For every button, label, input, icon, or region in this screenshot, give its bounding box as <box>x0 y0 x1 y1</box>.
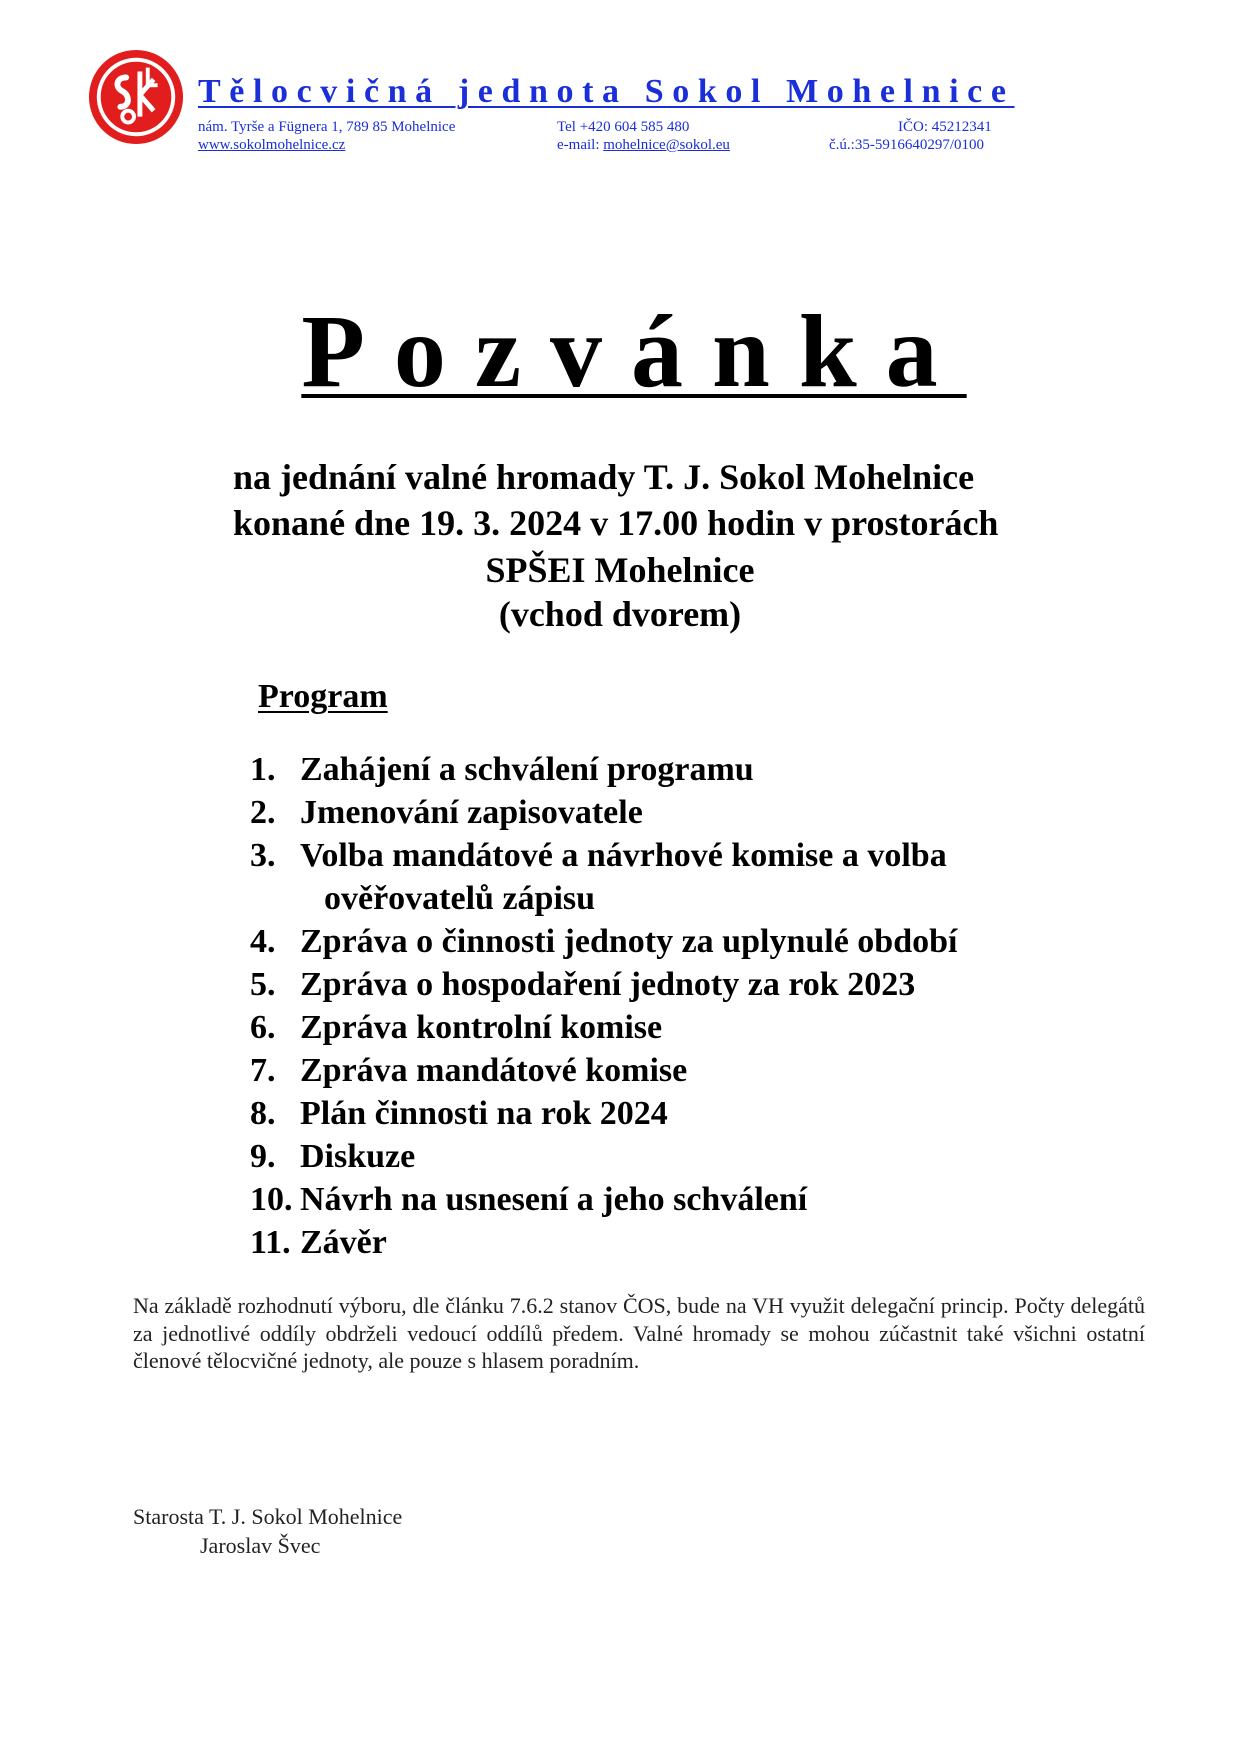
program-item-text: Jmenování zapisovatele <box>300 794 643 831</box>
program-item <box>250 1092 957 1135</box>
program-item-number: 7. <box>250 1052 276 1089</box>
program-item-text: Návrh na usnesení a jeho schválení <box>300 1181 808 1218</box>
program-item-text: Volba mandátové a návrhové komise a volba <box>300 837 947 874</box>
company-id: IČO: 45212341 <box>898 119 992 135</box>
intro-line-2: konané dne 19. 3. 2024 v 17.00 hodin v prostorách <box>233 503 999 543</box>
program-item-number: 6. <box>250 1009 276 1046</box>
program-heading: Program <box>258 678 388 715</box>
program-item-number: 8. <box>250 1095 276 1132</box>
program-item <box>250 1135 957 1178</box>
signature-role: Starosta T. J. Sokol Mohelnice <box>133 1504 403 1529</box>
program-item-text: Plán činnosti na rok 2024 <box>300 1095 668 1132</box>
program-item-number: 2. <box>250 794 276 831</box>
program-item-text: Závěr <box>300 1224 387 1261</box>
sokol-logo <box>87 48 185 146</box>
program-item <box>250 791 957 834</box>
bank-account: č.ú.:35-5916640297/0100 <box>829 137 984 153</box>
intro-line-4: (vchod dvorem) <box>498 594 742 634</box>
program-item-text: Zpráva kontrolní komise <box>300 1009 663 1046</box>
program-item <box>250 1049 957 1092</box>
address: nám. Tyrše a Fügnera 1, 789 85 Mohelnice <box>198 119 456 135</box>
program-item-number: 10. <box>250 1181 293 1218</box>
organization-name: Tělocvičná jednota Sokol Mohelnice <box>198 73 1015 110</box>
email-line <box>557 138 730 153</box>
program-item-number: 1. <box>250 751 276 788</box>
program-item <box>250 920 957 963</box>
program-item <box>250 1178 957 1221</box>
program-item-number: 3. <box>250 837 276 874</box>
program-item <box>250 963 957 1006</box>
intro-line-3: SPŠEI Mohelnice <box>485 550 755 590</box>
program-item-text: Zpráva o činnosti jednoty za uplynulé období <box>300 923 958 960</box>
program-item-number: 5. <box>250 966 276 1003</box>
program-item <box>250 1221 957 1264</box>
program-item <box>250 748 957 791</box>
program-item-text: Zpráva mandátové komise <box>300 1052 688 1089</box>
program-item-continuation: ověřovatelů zápisu <box>324 880 596 917</box>
website-link[interactable] <box>198 138 345 153</box>
document-title <box>0 294 1240 409</box>
email-label: e-mail: <box>557 137 604 153</box>
delegation-note: Na základě rozhodnutí výboru, dle článku 7.6.2 stanov ČOS, bude na VH využit delegační princip. Počty delegátů za jednotlivé oddíly obdrželi vedoucí oddílů předem. Valné hromady se mohou zúčastnit také všichni ostatní členové tělocvičné jednoty, ale pouze s hlasem poradním. <box>133 1293 1145 1373</box>
program-list <box>250 748 957 1264</box>
program-item-number: 4. <box>250 923 276 960</box>
signature-name: Jaroslav Švec <box>200 1533 321 1558</box>
website-link-text[interactable]: www.sokolmohelnice.cz <box>198 137 346 153</box>
program-item-text: Diskuze <box>300 1138 416 1175</box>
document-title-text: Pozvánka <box>301 294 967 409</box>
program-item-text: Zpráva o hospodaření jednoty za rok 2023 <box>300 966 916 1003</box>
phone-number: Tel +420 604 585 480 <box>557 119 690 135</box>
email-link[interactable]: mohelnice@sokol.eu <box>603 137 730 153</box>
program-item-text: Zahájení a schválení programu <box>300 751 754 788</box>
program-item-number: 11. <box>250 1224 291 1261</box>
intro-line-1: na jednání valné hromady T. J. Sokol Mohelnice <box>233 457 975 497</box>
program-item <box>250 1006 957 1049</box>
program-item-number: 9. <box>250 1138 276 1175</box>
program-item <box>250 834 957 877</box>
